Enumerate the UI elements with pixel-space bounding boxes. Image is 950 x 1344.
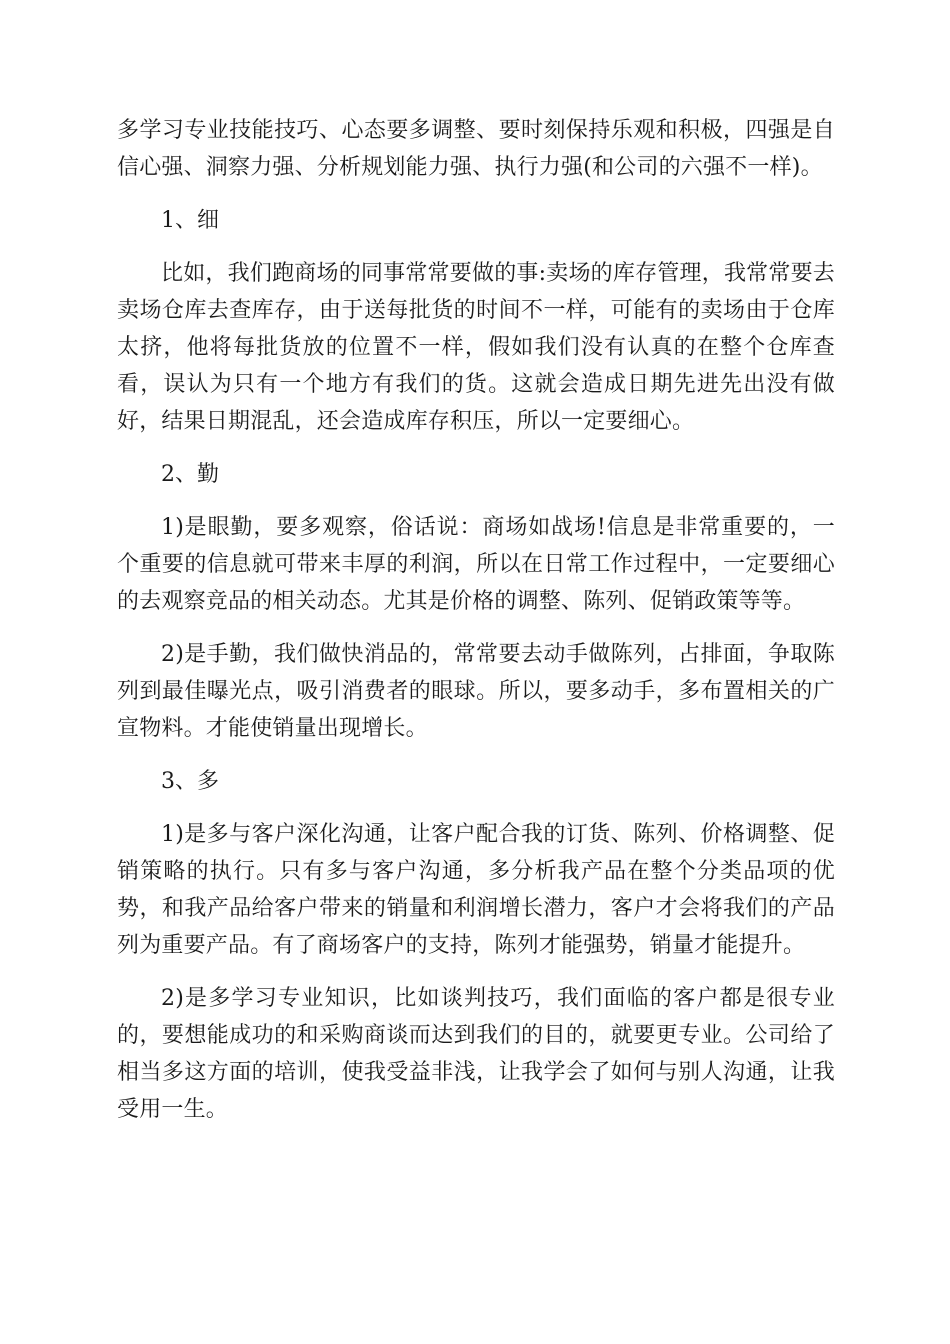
paragraph-duo-1: 1)是多与客户深化沟通，让客户配合我的订货、陈列、价格调整、促销策略的执行。只有多与客户沟通，多分析我产品在整个分类品项的优势，和我产品给客户带来的销量和利润增长潜力，客户才会将我们的产品列为重要产品。有了商场客户的支持，陈列才能强势，销量才能提升。 bbox=[117, 822, 835, 958]
paragraph-xi-body: 比如，我们跑商场的同事常常要做的事:卖场的库存管理，我常常要去卖场仓库去查库存，由于送每批货的时间不一样，可能有的卖场由于仓库太挤，他将每批货放的位置不一样，假如我们没有认真的在整个仓库查看，误认为只有一个地方有我们的货。这就会造成日期先进先出没有做好，结果日期混乱，还会造成库存积压，所以一定要细心。 bbox=[117, 261, 835, 434]
paragraph-qin-1: 1)是眼勤，要多观察，俗话说：商场如战场!信息是非常重要的，一个重要的信息就可带来丰厚的利润，所以在日常工作过程中，一定要细心的去观察竞品的相关动态。尤其是价格的调整、陈列、促销政策等等。 bbox=[117, 515, 835, 614]
paragraph-duo-2: 2)是多学习专业知识，比如谈判技巧，我们面临的客户都是很专业的，要想能成功的和采购商谈而达到我们的目的，就要更专业。公司给了相当多这方面的培训，使我受益非浅，让我学会了如何与别人沟通，让我受用一生。 bbox=[117, 986, 835, 1122]
document-page bbox=[117, 112, 835, 1144]
heading-duo: 3、多 bbox=[161, 769, 219, 794]
heading-xi: 1、细 bbox=[161, 208, 219, 233]
paragraph-qin-2: 2)是手勤，我们做快消品的，常常要去动手做陈列，占排面，争取陈列到最佳曝光点，吸引消费者的眼球。所以，要多动手，多布置相关的广宣物料。才能使销量出现增长。 bbox=[117, 642, 835, 741]
heading-qin: 2、勤 bbox=[161, 462, 219, 487]
paragraph-intro: 多学习专业技能技巧、心态要多调整、要时刻保持乐观和积极，四强是自信心强、洞察力强、分析规划能力强、执行力强(和公司的六强不一样)。 bbox=[117, 118, 835, 180]
